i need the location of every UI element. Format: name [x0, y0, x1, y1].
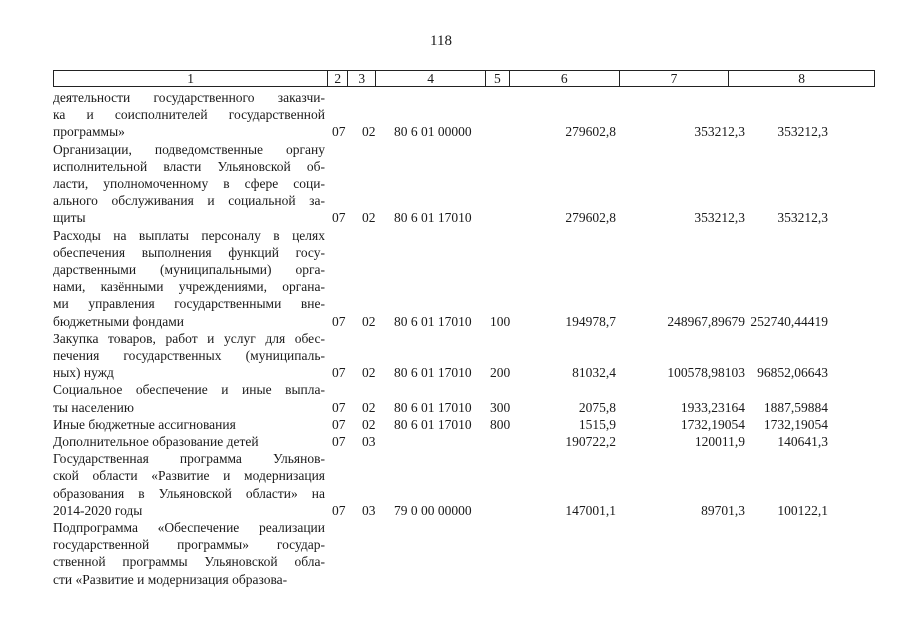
- cell-col-4: 80 6 01 17010: [394, 210, 472, 226]
- cell-col-3: 03: [362, 502, 376, 518]
- description-line: программы»: [53, 124, 125, 140]
- page-number: 118: [430, 33, 452, 49]
- cell-col-5: 100: [490, 313, 511, 329]
- cell-col-2: 07: [332, 399, 346, 415]
- description-line: Организации, подведомственные органу: [53, 141, 325, 157]
- cell-col-8: 1732,19054: [763, 416, 828, 432]
- row-description: [53, 381, 325, 415]
- row-description: [53, 141, 325, 227]
- description-line: ской области «Развитие и модернизация: [53, 468, 325, 484]
- cell-col-6: 1515,9: [578, 416, 616, 432]
- header-col-4: 4: [376, 71, 486, 86]
- row-description: [53, 433, 325, 450]
- description-line: ка и соисполнителей государственной: [53, 107, 325, 123]
- description-line: ственной программы Ульяновской обла-: [53, 554, 325, 570]
- cell-col-6: 147001,1: [565, 502, 616, 518]
- row-description: [53, 450, 325, 519]
- description-line: ласти, уполномоченному в сфере соци-: [53, 175, 325, 191]
- header-col-5: 5: [486, 71, 510, 86]
- header-col-1: 1: [54, 71, 328, 86]
- description-line: Социальное обеспечение и иные выпла-: [53, 382, 325, 398]
- cell-col-2: 07: [332, 434, 346, 449]
- description-line: образования в Ульяновской области» на: [53, 485, 325, 501]
- cell-col-4: 80 6 01 17010: [394, 416, 472, 432]
- description-line: Государственная программа Ульянов-: [53, 451, 325, 467]
- cell-col-4: 80 6 01 00000: [394, 124, 472, 140]
- header-col-3: 3: [348, 71, 376, 86]
- cell-col-3: 02: [362, 416, 376, 432]
- row-description: [53, 330, 325, 382]
- description-line: Закупка товаров, работ и услуг для обес-: [53, 330, 325, 346]
- cell-col-8: 353212,3: [777, 210, 828, 226]
- cell-col-6: 194978,7: [565, 313, 616, 329]
- cell-col-7: 1933,23164: [680, 399, 745, 415]
- cell-col-7: 89701,3: [701, 502, 745, 518]
- cell-col-8: 140641,3: [777, 434, 828, 449]
- description-line: печения государственных (муниципаль-: [53, 347, 325, 363]
- cell-col-6: 81032,4: [572, 365, 616, 381]
- description-line: государственной программы» государ-: [53, 537, 325, 553]
- description-line: исполнительной власти Ульяновской об-: [53, 158, 325, 174]
- description-line: бюджетными фондами: [53, 313, 184, 329]
- description-line: ных) нужд: [53, 365, 114, 381]
- cell-col-8: 1887,59884: [763, 399, 828, 415]
- cell-col-8: 252740,44419: [750, 313, 828, 329]
- cell-col-2: 07: [332, 365, 346, 381]
- cell-col-8: 100122,1: [777, 502, 828, 518]
- description-line: сти «Развитие и модернизация образова-: [53, 571, 288, 587]
- description-line: Подпрограмма «Обеспечение реализации: [53, 520, 325, 535]
- cell-col-7: 353212,3: [694, 210, 745, 226]
- cell-col-5: 200: [490, 365, 511, 381]
- row-description: [53, 89, 325, 141]
- cell-col-3: 02: [362, 399, 376, 415]
- cell-col-7: 353212,3: [694, 124, 745, 140]
- cell-col-7: 1732,19054: [680, 416, 745, 432]
- row-description: [53, 227, 325, 330]
- cell-col-8: 96852,06643: [757, 365, 828, 381]
- description-line: деятельности государственного заказчи-: [53, 90, 325, 105]
- header-col-6: 6: [510, 71, 620, 86]
- cell-col-7: 100578,98103: [667, 365, 745, 381]
- cell-col-6: 190722,2: [565, 434, 616, 449]
- cell-col-6: 279602,8: [565, 210, 616, 226]
- cell-col-4: 80 6 01 17010: [394, 313, 472, 329]
- cell-col-7: 248967,89679: [667, 313, 745, 329]
- cell-col-3: 02: [362, 313, 376, 329]
- description-line: Дополнительное образование детей: [53, 434, 259, 449]
- cell-col-7: 120011,9: [694, 434, 745, 449]
- cell-col-6: 279602,8: [565, 124, 616, 140]
- cell-col-3: 02: [362, 365, 376, 381]
- cell-col-4: 79 0 00 00000: [394, 502, 472, 518]
- cell-col-5: 800: [490, 416, 511, 432]
- row-description: [53, 416, 325, 433]
- description-line: щиты: [53, 210, 86, 226]
- header-col-8: 8: [798, 71, 806, 86]
- description-line: Расходы на выплаты персоналу в целях: [53, 227, 325, 243]
- cell-col-8: 353212,3: [777, 124, 828, 140]
- cell-col-6: 2075,8: [578, 399, 616, 415]
- cell-col-4: 80 6 01 17010: [394, 365, 472, 381]
- cell-col-2: 07: [332, 210, 346, 226]
- description-line: ми управления государственными вне-: [53, 296, 325, 312]
- table-header: [53, 70, 875, 87]
- description-line: обеспечения выполнения функций госу-: [53, 244, 325, 260]
- cell-col-2: 07: [332, 502, 346, 518]
- cell-col-2: 07: [332, 416, 346, 432]
- header-col-2: 2: [328, 71, 348, 86]
- cell-col-3: 02: [362, 210, 376, 226]
- description-line: дарственными (муниципальными) орга-: [53, 261, 325, 277]
- description-line: ального обслуживания и социальной за-: [53, 193, 325, 209]
- description-line: 2014-2020 годы: [53, 502, 143, 518]
- cell-col-2: 07: [332, 124, 346, 140]
- description-line: нами, казёнными учреждениями, органа-: [53, 279, 325, 295]
- description-line: ты населению: [53, 399, 134, 415]
- cell-col-2: 07: [332, 313, 346, 329]
- cell-col-3: 03: [362, 434, 376, 449]
- description-line: Иные бюджетные ассигнования: [53, 416, 236, 432]
- cell-col-5: 300: [490, 399, 511, 415]
- header-col-7: 7: [620, 71, 730, 86]
- row-description: [53, 519, 325, 588]
- cell-col-4: 80 6 01 17010: [394, 399, 472, 415]
- cell-col-3: 02: [362, 124, 376, 140]
